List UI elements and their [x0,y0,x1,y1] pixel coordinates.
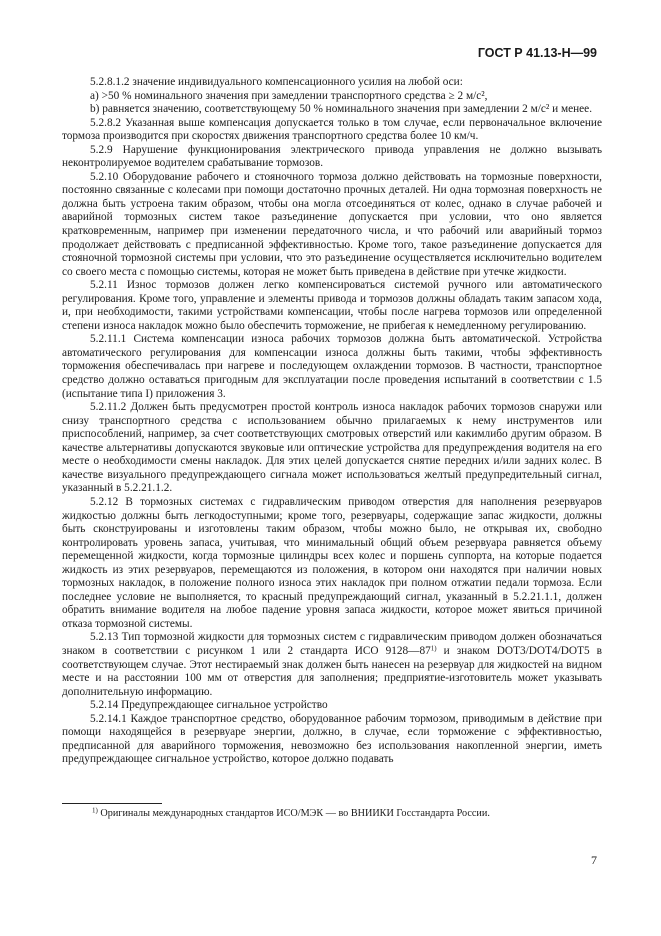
footnote-divider [62,803,162,804]
footnote-marker: 1) [92,806,98,815]
list-item-b: b) равняется значению, соответствующему 50 % номинального значения при замедлении 2 м/с² и менее. [90,103,593,116]
page-number: 7 [591,853,597,867]
paragraph-5-2-11: 5.2.11 Износ тормозов должен легко компенсироваться системой ручного или автоматического регулирования. Кроме того, управление и элементы привода и тормозов должны обладать таким запасом хода, и, при необходимости, такими устройствами компенсации, чтобы после нагрева тормозов или определенной степени износа накладок можно было обеспечить торможение, не прибегая к немедленному регулированию. [62,279,602,332]
paragraph-5-2-13-text-a: 5.2.13 Тип тормозной жидкости для тормозных систем с гидравлическим приводом должен обозначаться знаком в соответствии с рисунком 1 или 2 стандарта ИСО 9128—87 [62,631,602,657]
paragraph-5-2-9: 5.2.9 Нарушение функционирования электрического привода управления не должно вызывать неконтролируемое водителем срабатывание тормозов. [62,143,602,170]
paragraph-5-2-14-1: 5.2.14.1 Каждое транспортное средство, оборудованное рабочим тормозом, приводимым в действие при помощи находящейся в резервуаре энергии, должно, в случае, если торможение с эффективностью, предписанной для аварийного торможения, невозможно без использования накопленной энергии, иметь предупреждающее сигнальное устройство, которое должно подавать [62,712,602,766]
paragraph-5-2-12: 5.2.12 В тормозных системах с гидравлическим приводом отверстия для наполнения резервуаров жидкостью должны быть легкодоступными; кроме того, резервуары, содержащие запас жидкости, должны быть сконструированы и изготовлены таким образом, чтобы можно было, не открывая их, свободно контролировать уровень запаса, учитывая, что минимальный общий объем резервуара равняется объему перемещенной жидкости, когда тормозные цилиндры всех колес и поршень суппорта, на которые подается жидкость из этих резервуаров, перемещаются из положения, в котором они находятся при наличии новых тормозных накладок, в положение полного износа этих накладок при полном отжатии педали тормоза. Если последнее условие не выполняется, то красный предупреждающий сигнал, указанный в 5.2.21.1.1, должен обратить внимание водителя на любое падение уровня запаса жидкости, которое может явиться причиной отказа тормозной системы. [62,495,602,630]
paragraph-5-2-8-1-2: 5.2.8.1.2 значение индивидуального компенсационного усилия на любой оси: [90,76,463,88]
footnote-reference: 1) [430,644,437,653]
paragraph-5-2-11-1: 5.2.11.1 Система компенсации износа рабочих тормозов должна быть автоматической. Устройства автоматического регулирования для компенсации износа должны быть такими, чтобы эффективность торможения обеспечивалась при нагреве и последующем охлаждении тормозов. В частности, транспортное средство должно оставаться пригодным для эксплуатации после проведения испытаний в соответствии с 1.5 (испытание типа I) приложения 3. [62,333,602,400]
paragraph-5-2-8-2: 5.2.8.2 Указанная выше компенсация допускается только в том случае, если первоначальное включение тормоза производится при скоростях движения транспортного средства более 10 км/ч. [62,116,602,143]
paragraph-5-2-14: 5.2.14 Предупреждающее сигнальное устройство [90,699,328,712]
paragraph-5-2-10: 5.2.10 Оборудование рабочего и стояночного тормоза должно действовать на тормозные поверхности, постоянно связанные с колесами при помощи достаточно прочных деталей. Ни одна тормозная поверхность не должна быть устроена таким образом, чтобы она могла отсоединяться от колес, однако в случае рабочей и аварийной тормозных систем такое разъединение допускается при условии, что оно является кратковременным, например при изменении передаточного числа, и что рабочий или аварийный тормоз продолжает действовать с предписанной эффективностью. Кроме того, такое разъединение допускается для стояночной тормозной системы при условии, что это разъединение осуществляется исключительно водителем со своего места с помощью системы, которая не может быть приведена в действие при утечке жидкости. [62,170,602,278]
footnote [62,808,602,820]
paragraph-5-2-13 [62,631,602,699]
list-item-a: a) >50 % номинального значения при замедлении транспортного средства ≥ 2 м/с², [90,89,488,102]
paragraph-5-2-11-2: 5.2.11.2 Должен быть предусмотрен простой контроль износа накладок рабочих тормозов снаружи или снизу транспортного средства с использованием обычно прилагаемых к нему инструментов или приспособлений, например, за счет соответствующих смотровых отверстий или какимлибо другим образом. В качестве альтернативы допускаются звуковые или оптические устройства для предупреждения водителя на его месте о необходимости смены накладок. Для этих целей допускается снятие передних и/или задних колес. В качестве визуального предупреждающего сигнала может использоваться желтый предупредительный сигнал, указанный в 5.2.21.1.2. [62,401,602,495]
footnote-text: Оригиналы международных стандартов ИСО/МЭК — во ВНИИКИ Госстандарта России. [97,808,490,819]
document-body [62,76,602,767]
paragraph-5-2-13-text-b: и знаком DOT3/DOT4/DOT5 в соответствующем случае. Этот нестираемый знак должен быть нанесен на резервуар для жидкостей на видном месте и на расстоянии 100 мм от отверстия для заполнения; предприятие-изготовитель может указывать дополнительную информацию. [62,644,602,698]
document-code-header: ГОСТ Р 41.13-Н—99 [477,46,597,60]
